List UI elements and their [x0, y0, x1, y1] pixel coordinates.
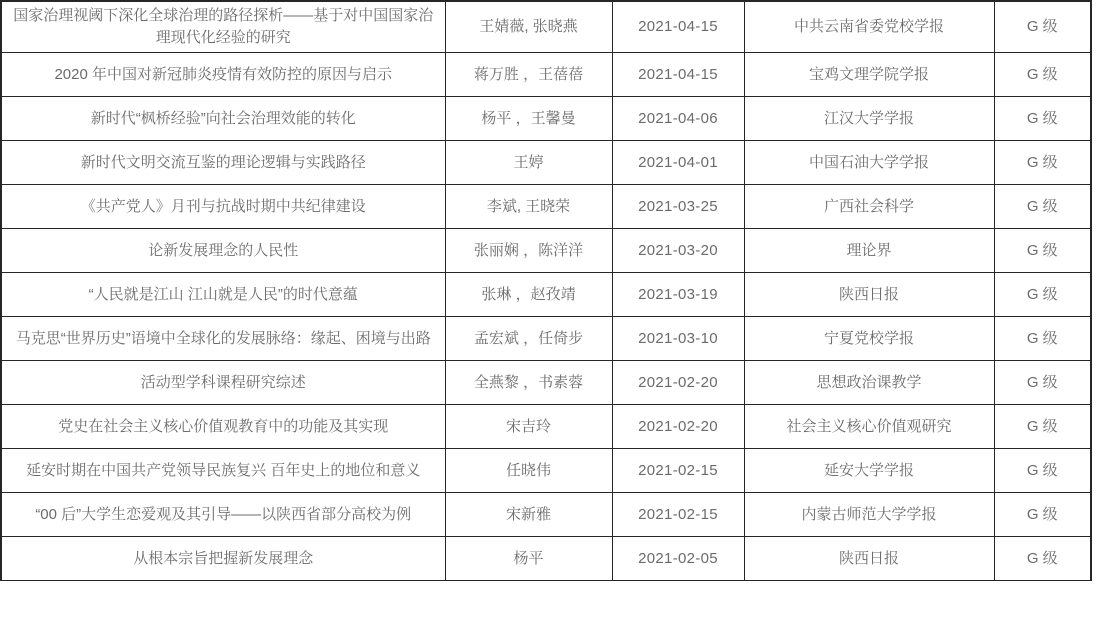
table-row — [1, 53, 1091, 97]
paper-title-cell: “00 后”大学生恋爱观及其引导——以陕西省部分高校为例 — [1, 493, 445, 537]
paper-title-cell: 从根本宗旨把握新发展理念 — [1, 537, 445, 581]
grade-cell: G 级 — [994, 273, 1091, 317]
journal-cell: 内蒙古师范大学学报 — [744, 493, 994, 537]
paper-title-cell: 新时代文明交流互鉴的理论逻辑与实践路径 — [1, 141, 445, 185]
grade-cell: G 级 — [994, 185, 1091, 229]
publish-date-cell: 2021-03-19 — [612, 273, 744, 317]
publish-date-cell: 2021-02-15 — [612, 449, 744, 493]
journal-cell: 宁夏党校学报 — [744, 317, 994, 361]
paper-title-cell: 《共产党人》月刊与抗战时期中共纪律建设 — [1, 185, 445, 229]
grade-cell: G 级 — [994, 229, 1091, 273]
paper-title-cell: 党史在社会主义核心价值观教育中的功能及其实现 — [1, 405, 445, 449]
publish-date-cell: 2021-03-25 — [612, 185, 744, 229]
publish-date-cell: 2021-02-05 — [612, 537, 744, 581]
authors-cell: 张丽娴 ，陈洋洋 — [445, 229, 612, 273]
publish-date-cell: 2021-02-20 — [612, 361, 744, 405]
grade-cell: G 级 — [994, 317, 1091, 361]
paper-title-cell: 马克思“世界历史”语境中全球化的发展脉络：缘起、困境与出路 — [1, 317, 445, 361]
paper-title-cell: “人民就是江山 江山就是人民”的时代意蕴 — [1, 273, 445, 317]
authors-cell: 宋吉玲 — [445, 405, 612, 449]
grade-cell: G 级 — [994, 97, 1091, 141]
grade-cell: G 级 — [994, 1, 1091, 53]
publish-date-cell: 2021-04-01 — [612, 141, 744, 185]
publish-date-cell: 2021-03-20 — [612, 229, 744, 273]
publications-table-body — [1, 1, 1091, 581]
journal-cell: 中共云南省委党校学报 — [744, 1, 994, 53]
table-row — [1, 405, 1091, 449]
grade-cell: G 级 — [994, 493, 1091, 537]
journal-cell: 社会主义核心价值观研究 — [744, 405, 994, 449]
publish-date-cell: 2021-02-20 — [612, 405, 744, 449]
authors-cell: 杨平 — [445, 537, 612, 581]
journal-cell: 江汉大学学报 — [744, 97, 994, 141]
table-row — [1, 1, 1091, 53]
journal-cell: 延安大学学报 — [744, 449, 994, 493]
journal-cell: 中国石油大学学报 — [744, 141, 994, 185]
table-row — [1, 317, 1091, 361]
authors-cell: 杨平 ，王馨曼 — [445, 97, 612, 141]
paper-title-cell: 国家治理视阈下深化全球治理的路径探析——基于对中国国家治理现代化经验的研究 — [1, 1, 445, 53]
journal-cell: 理论界 — [744, 229, 994, 273]
authors-cell: 蒋万胜 ，王蓓蓓 — [445, 53, 612, 97]
paper-title-cell: 延安时期在中国共产党领导民族复兴 百年史上的地位和意义 — [1, 449, 445, 493]
paper-title-cell: 2020 年中国对新冠肺炎疫情有效防控的原因与启示 — [1, 53, 445, 97]
authors-cell: 张琳 ，赵孜靖 — [445, 273, 612, 317]
publish-date-cell: 2021-03-10 — [612, 317, 744, 361]
table-row — [1, 493, 1091, 537]
paper-title-cell: 新时代“枫桥经验”向社会治理效能的转化 — [1, 97, 445, 141]
publish-date-cell: 2021-04-06 — [612, 97, 744, 141]
publish-date-cell: 2021-04-15 — [612, 53, 744, 97]
paper-title-cell: 论新发展理念的人民性 — [1, 229, 445, 273]
table-row — [1, 229, 1091, 273]
table-row — [1, 185, 1091, 229]
journal-cell: 广西社会科学 — [744, 185, 994, 229]
grade-cell: G 级 — [994, 405, 1091, 449]
authors-cell: 全燕黎 ，书素蓉 — [445, 361, 612, 405]
table-row — [1, 273, 1091, 317]
journal-cell: 陕西日报 — [744, 537, 994, 581]
publish-date-cell: 2021-02-15 — [612, 493, 744, 537]
grade-cell: G 级 — [994, 53, 1091, 97]
grade-cell: G 级 — [994, 449, 1091, 493]
authors-cell: 王婧薇, 张晓燕 — [445, 1, 612, 53]
table-row — [1, 449, 1091, 493]
authors-cell: 王婷 — [445, 141, 612, 185]
grade-cell: G 级 — [994, 537, 1091, 581]
journal-cell: 陕西日报 — [744, 273, 994, 317]
journal-cell: 思想政治课教学 — [744, 361, 994, 405]
table-row — [1, 97, 1091, 141]
grade-cell: G 级 — [994, 141, 1091, 185]
grade-cell: G 级 — [994, 361, 1091, 405]
table-row — [1, 361, 1091, 405]
authors-cell: 孟宏斌 ，任倚步 — [445, 317, 612, 361]
publish-date-cell: 2021-04-15 — [612, 1, 744, 53]
table-row — [1, 141, 1091, 185]
journal-cell: 宝鸡文理学院学报 — [744, 53, 994, 97]
authors-cell: 李斌, 王晓荣 — [445, 185, 612, 229]
table-row — [1, 537, 1091, 581]
paper-title-cell: 活动型学科课程研究综述 — [1, 361, 445, 405]
authors-cell: 宋新雅 — [445, 493, 612, 537]
authors-cell: 任晓伟 — [445, 449, 612, 493]
